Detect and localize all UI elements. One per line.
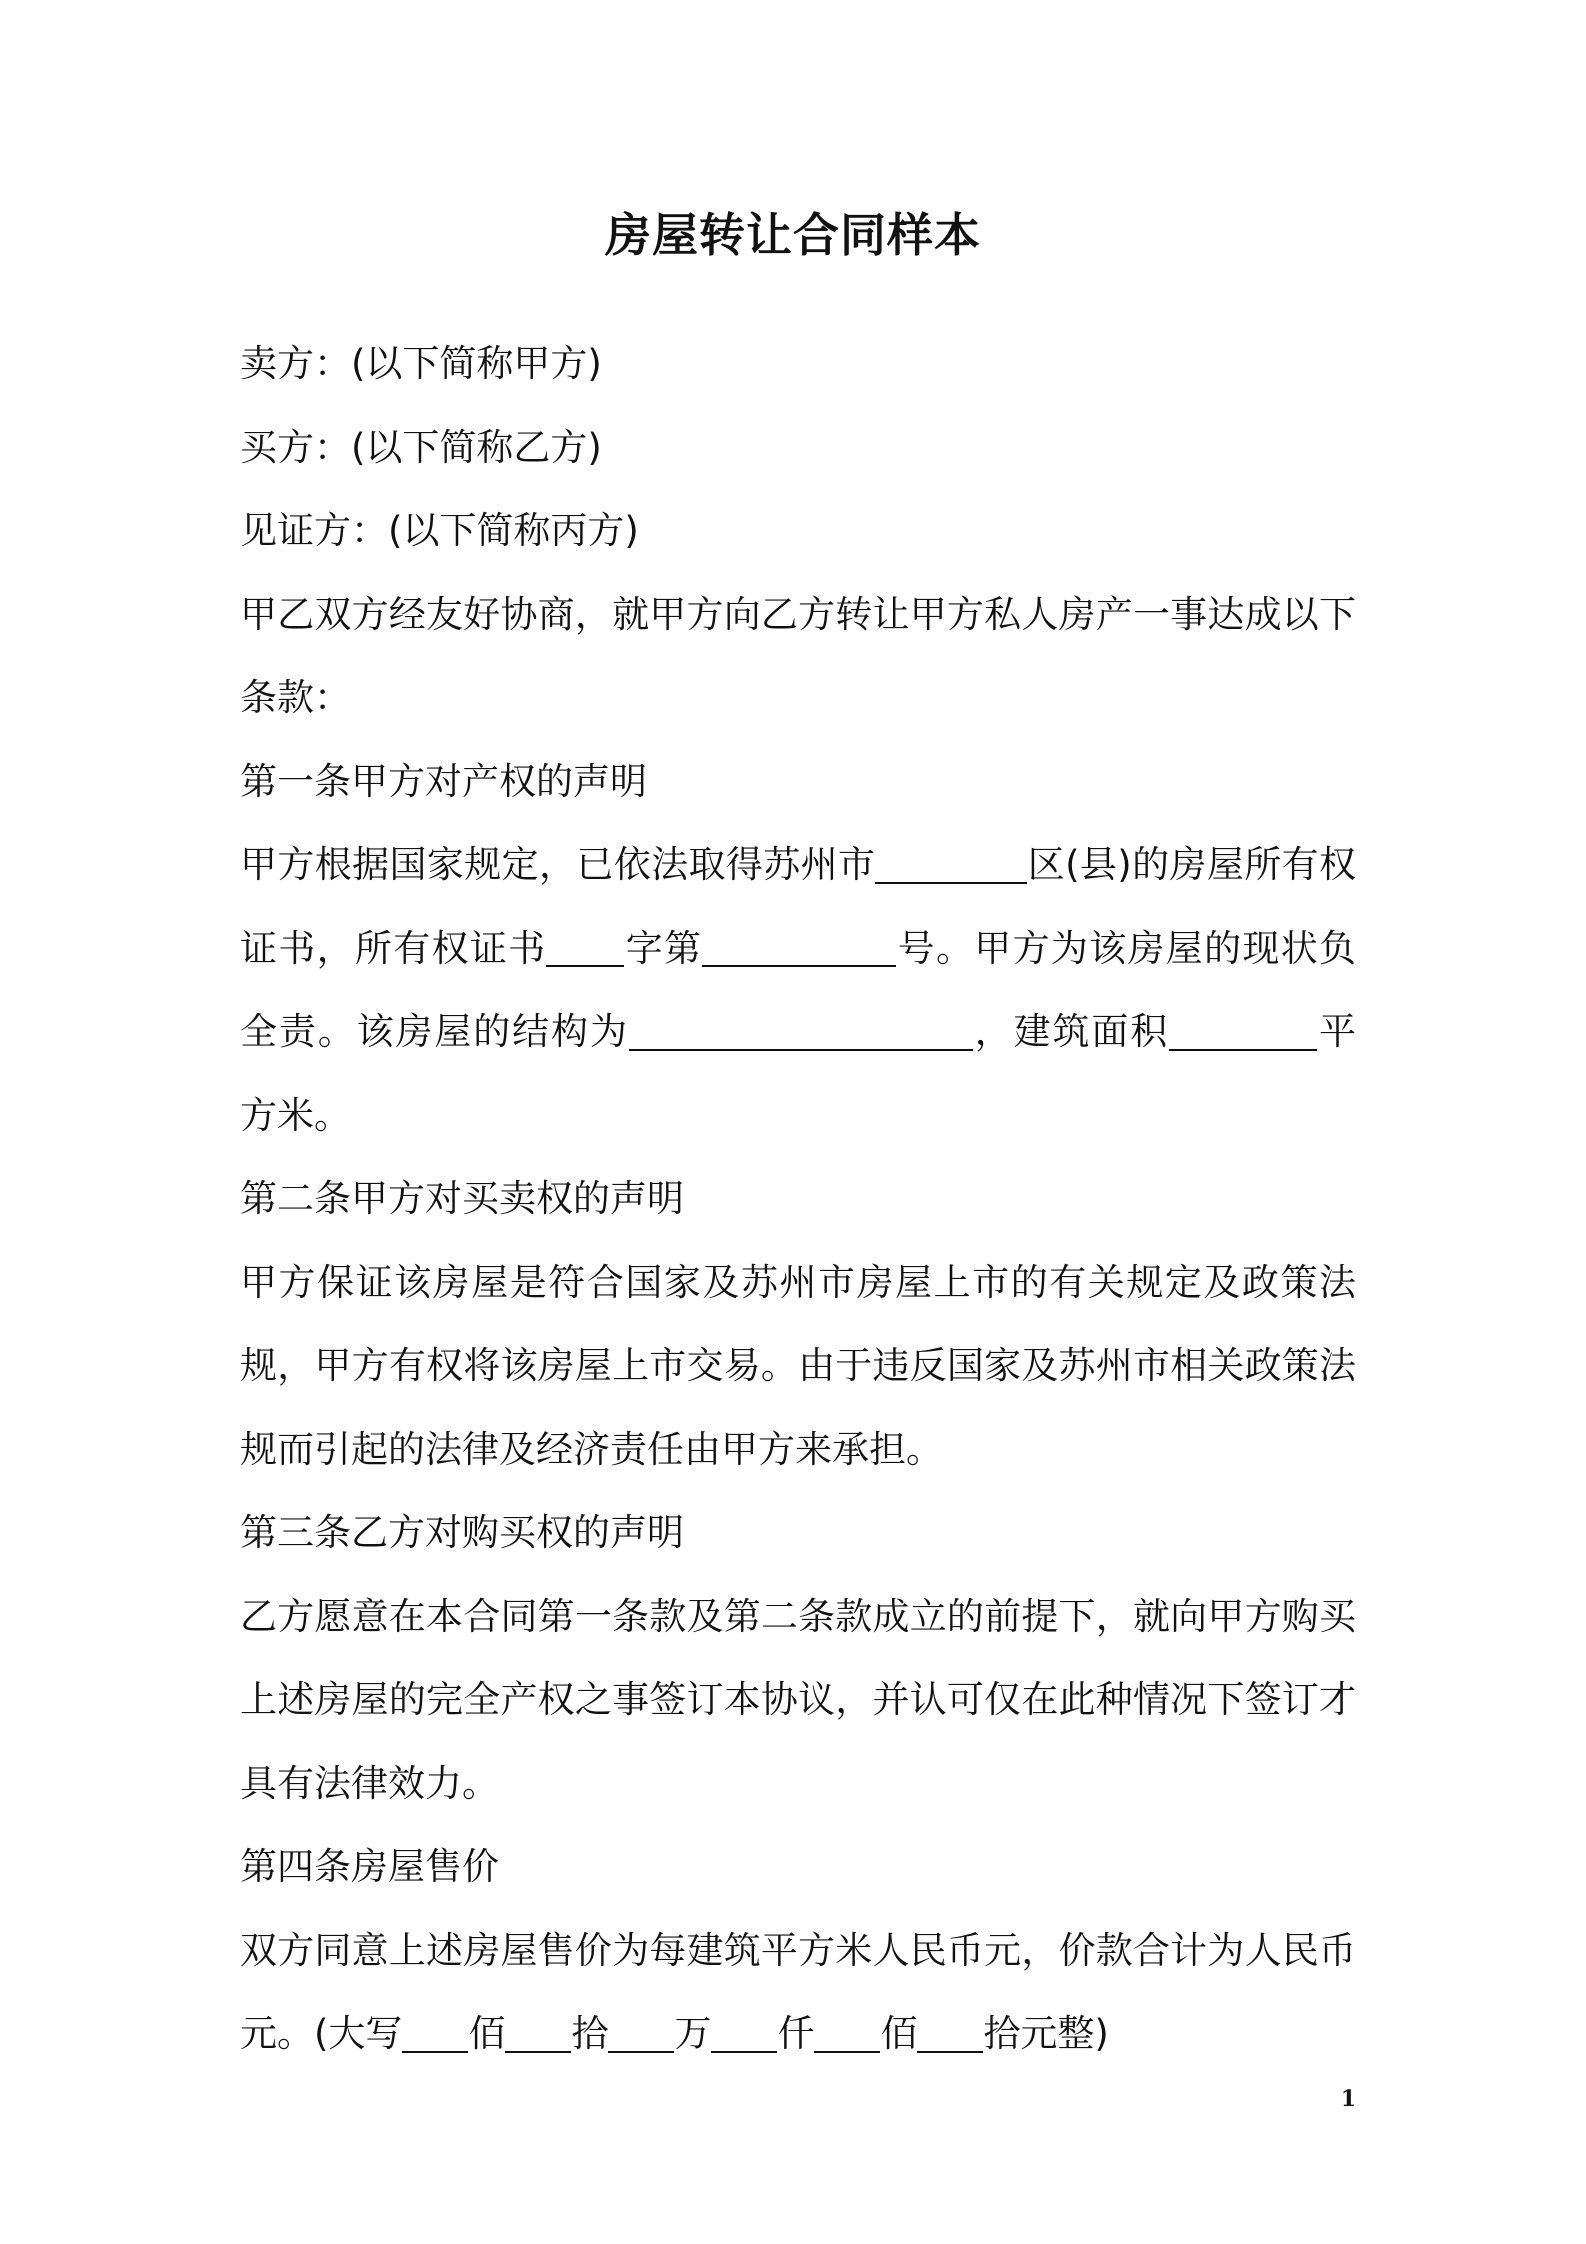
article1-heading: 第一条甲方对产权的声明 — [240, 759, 647, 803]
structure-blank — [629, 1010, 973, 1051]
article4-body — [240, 1909, 1356, 2076]
article4-text: 双方同意上述房屋售价为每建筑平方米人民币元，价款合计为人民币元。(大写 — [240, 1928, 1356, 2055]
amount-unit-5: 佰 — [880, 2012, 918, 2055]
witness-line: 见证方：(以下简称丙方) — [240, 509, 639, 552]
amount-unit-2: 拾 — [571, 2012, 609, 2055]
intro-paragraph: 甲乙双方经友好协商，就甲方向乙方转让甲方私人房产一事达成以下条款： — [240, 592, 1356, 719]
amount-blank-2 — [505, 2012, 571, 2053]
article1-text-2: 区(县)的房屋所有权证书，所有权证书 — [240, 843, 1356, 970]
amount-unit-3: 万 — [674, 2012, 712, 2055]
amount-unit-4: 仟 — [777, 2012, 815, 2055]
article3-heading: 第三条乙方对购买权的声明 — [240, 1511, 684, 1554]
article1-body — [240, 823, 1356, 1157]
cert-number-blank — [702, 926, 896, 967]
amount-unit-1: 佰 — [468, 2012, 506, 2055]
article2-heading: 第二条甲方对买卖权的声明 — [240, 1177, 684, 1220]
amount-unit-6: 拾元整) — [983, 2012, 1109, 2055]
article4-heading: 第四条房屋售价 — [240, 1845, 499, 1888]
page-number: 1 — [1340, 2086, 1356, 2112]
amount-blank-3 — [608, 2012, 674, 2053]
seller-line: 卖方：(以下简称甲方) — [240, 342, 602, 385]
amount-blank-4 — [711, 2012, 777, 2053]
amount-blank-5 — [814, 2012, 880, 2053]
amount-blank-6 — [917, 2012, 983, 2053]
document-title: 房屋转让合同样本 — [605, 208, 981, 262]
buyer-line: 买方：(以下简称乙方) — [240, 425, 602, 469]
district-blank — [875, 843, 1027, 884]
article1-text-4: 号。甲方为该房屋的现状负全责。该房屋的结构为 — [240, 926, 1357, 1053]
cert-prefix-blank — [546, 926, 624, 967]
article1-text-3: 字第 — [624, 926, 703, 970]
article1-text-5: ，建筑面积 — [972, 1010, 1170, 1053]
article1-text-1: 甲方根据国家规定，已依法取得苏州市 — [240, 843, 876, 886]
document-body — [240, 322, 1356, 2076]
article3-body: 乙方愿意在本合同第一条款及第二条款成立的前提下，就向甲方购买上述房屋的完全产权之事签订本协议，并认可仅在此种情况下签订才具有法律效力。 — [240, 1594, 1356, 1805]
area-blank — [1169, 1010, 1317, 1051]
article2-body: 甲方保证该房屋是符合国家及苏州市房屋上市的有关规定及政策法规，甲方有权将该房屋上市交易。由于违反国家及苏州市相关政策法规而引起的法律及经济责任由甲方来承担。 — [240, 1260, 1356, 1471]
article1-text-6: 平方米。 — [240, 1010, 1357, 1137]
amount-blank-1 — [402, 2012, 468, 2053]
